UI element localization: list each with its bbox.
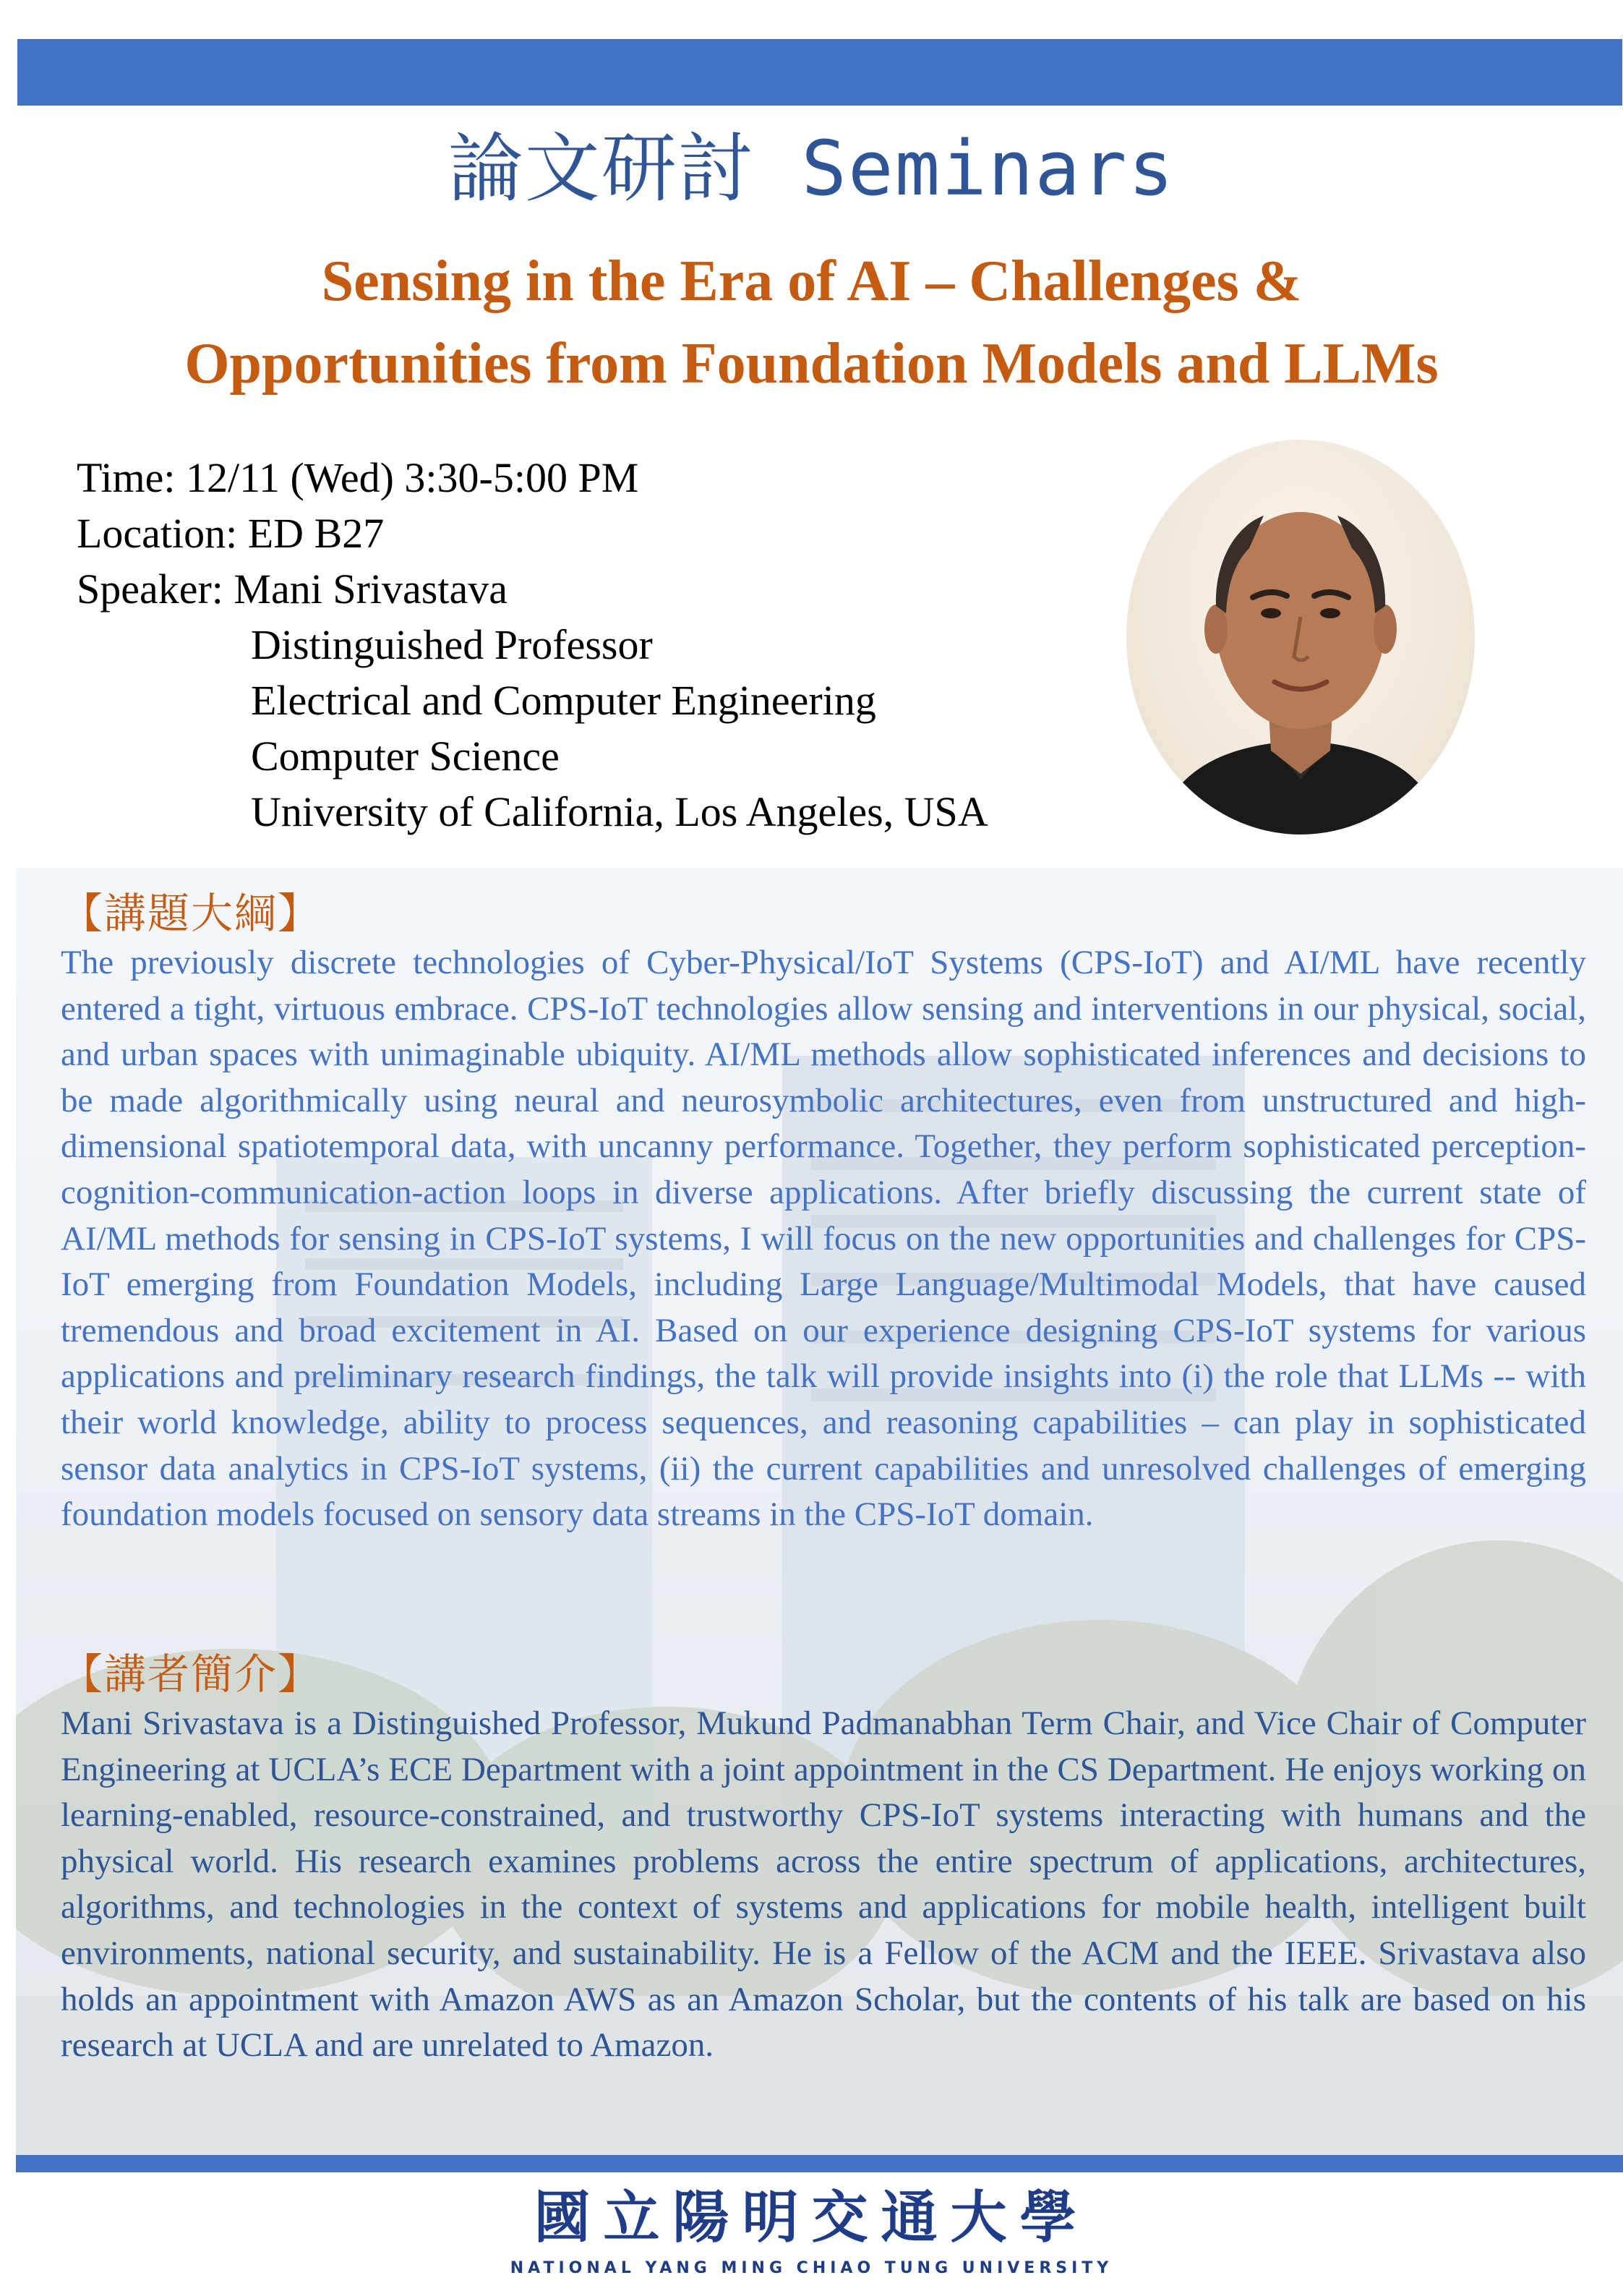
seminar-title (29, 240, 1594, 405)
bio-heading: 【講者簡介】 (61, 1650, 322, 1699)
page-heading: 論文研討 Seminars (447, 124, 1176, 213)
university-logo-english: NATIONAL YANG MING CHIAO TUNG UNIVERSITY (510, 2259, 1113, 2277)
bottom-banner-bar (16, 2155, 1623, 2172)
seminar-info (77, 450, 1132, 840)
speaker-department: Electrical and Computer Engineering (251, 677, 876, 724)
seminar-title-line-2: Opportunities from Foundation Models and LLMs (184, 332, 1439, 396)
time-line: Time: 12/11 (Wed) 3:30-5:00 PM (77, 454, 639, 501)
bio-text: Mani Srivastava is a Distinguished Professor, Mukund Padmanabhan Term Chair, and Vice Chair of Computer Engineering at UCLA’s ECE Department with a joint appointment in the CS Department. He enjoys working on learning-enabled, resource-constrained, and trustworthy CPS-IoT systems interacting with humans and the physical world. His research examines problems across the entire spectrum of applications, architectures, algorithms, and technologies in the context of systems and applications for mobile health, intelligent built environments, national security, and sustainability. He is a Fellow of the ACM and the IEEE. Srivastava also holds an appointment with Amazon AWS as an Amazon Scholar, but the contents of his talk are based on his research at UCLA and are unrelated to Amazon. (61, 1704, 1586, 2065)
abstract-text: The previously discrete technologies of Cyber-Physical/IoT Systems (CPS-IoT) and AI/ML have recently entered a tight, virtuous embrace. CPS-IoT technologies allow sensing and interventions in our physical, social, and urban spaces with unimaginable ubiquity. AI/ML methods allow sophisticated inferences and decisions to be made algorithmically using neural and neurosymbolic architectures, even from unstructured and high-dimensional spatiotemporal data, with uncanny performance. Together, they perform sophisticated perception-cognition-communication-action loops in diverse applications. After briefly discussing the current state of AI/ML methods for sensing in CPS-IoT systems, I will focus on the new opportunities and challenges for CPS-IoT emerging from Foundation Models, including Large Language/Multimodal Models, that have caused tremendous and broad excitement in AI. Based on our experience designing CPS-IoT systems for various applications and preliminary research findings, the talk will provide insights into (i) the role that LLMs -- with their world knowledge, ability to process sequences, and reasoning capabilities – can play in sophisticated sensor data analytics in CPS-IoT systems, (ii) the current capabilities and unresolved challenges of emerging foundation models focused on sensory data streams in the CPS-IoT domain. (61, 944, 1586, 1534)
top-banner-bar (17, 39, 1622, 106)
speaker-title: Distinguished Professor (251, 621, 653, 668)
speaker-department-2: Computer Science (251, 733, 560, 780)
speaker-university: University of California, Los Angeles, USA (251, 788, 988, 835)
university-logo-chinese: 國立陽明交通大學 (534, 2185, 1089, 2250)
campus-background-section (16, 868, 1623, 2155)
speaker-line: Speaker: Mani Srivastava (77, 566, 508, 613)
speaker-photo (1126, 440, 1475, 835)
abstract-heading: 【講題大綱】 (61, 889, 322, 938)
location-line: Location: ED B27 (77, 510, 385, 557)
seminar-title-line-1: Sensing in the Era of AI – Challenges & (321, 249, 1302, 313)
